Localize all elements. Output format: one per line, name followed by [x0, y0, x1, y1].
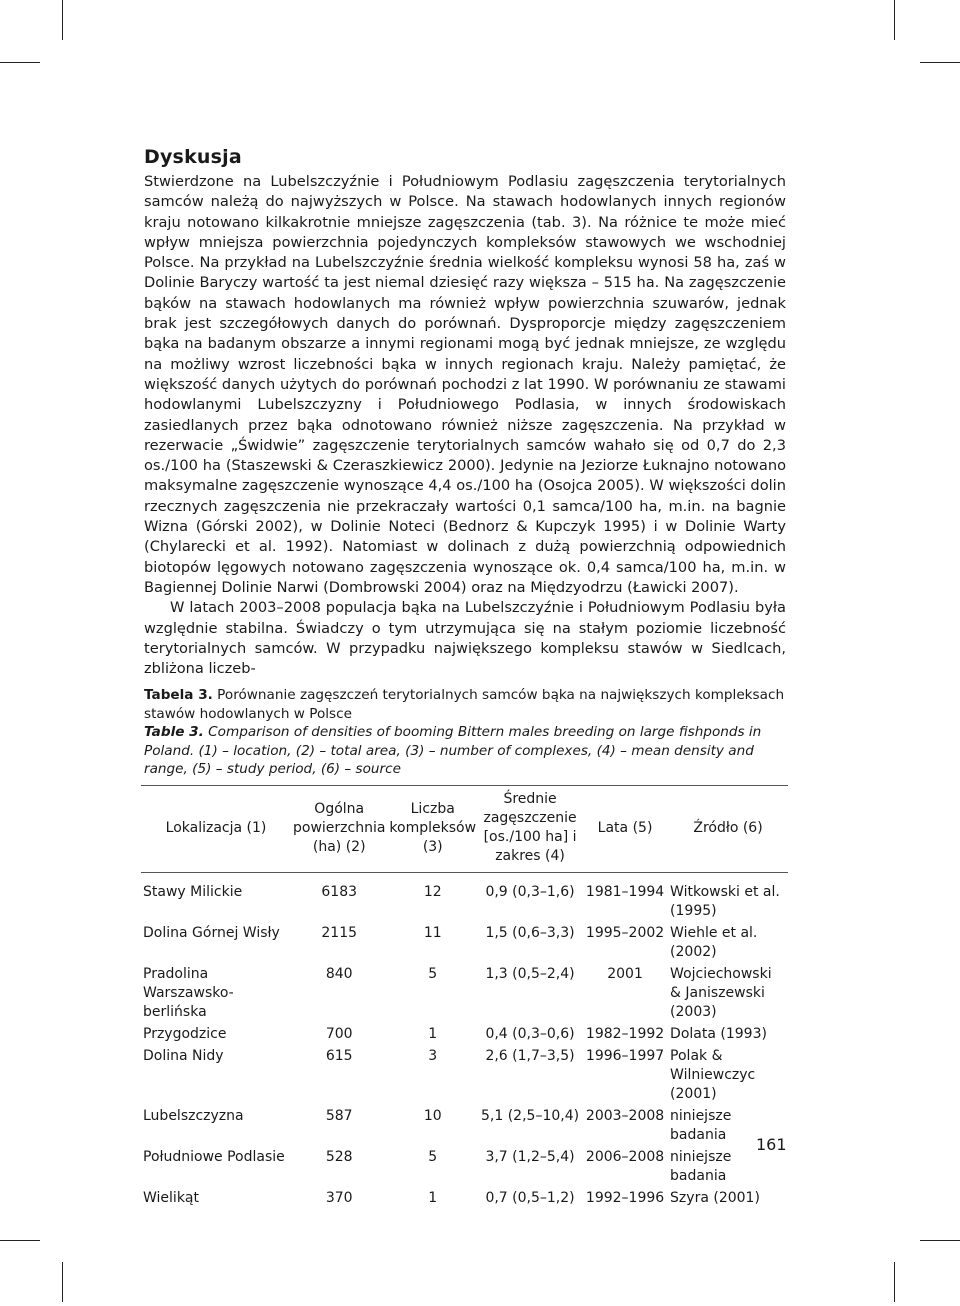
cell-complexes: 5 [428, 965, 438, 982]
section-title: Dyskusja [144, 146, 242, 168]
cell-density: 5,1 (2,5–10,4) [481, 1107, 580, 1124]
cell-source: Dolata (1993) [670, 1025, 767, 1042]
crop-mark-top-right [894, 0, 895, 40]
table-row [141, 883, 788, 924]
cell-location: Dolina Górnej Wisły [143, 924, 280, 941]
cell-source: Polak & Wilniewczyc (2001) [670, 1047, 756, 1102]
cell-area: 615 [325, 1047, 353, 1064]
crop-mark-bottom-right [894, 1262, 895, 1302]
cell-density: 1,5 (0,6–3,3) [485, 924, 575, 941]
cell-complexes: 1 [428, 1025, 438, 1042]
caption-pl-text: Porównanie zagęszczeń terytorialnych samców bąka na największych kompleksach stawów hodowlanych w Polsce [144, 687, 785, 722]
cell-density: 0,4 (0,3–0,6) [485, 1025, 575, 1042]
discussion-section [144, 146, 786, 679]
table-header-row [141, 786, 788, 873]
cell-complexes: 10 [423, 1107, 442, 1124]
crop-mark-bottom-left [62, 1262, 63, 1302]
cell-complexes: 1 [428, 1189, 438, 1206]
cell-location: Dolina Nidy [143, 1047, 224, 1064]
caption-pl-label: Tabela 3. [144, 687, 213, 703]
caption-en-label: Table 3. [144, 724, 204, 740]
table-row [141, 1189, 788, 1211]
header-density: Średnie zagęszczenie [os./100 ha] i zakres (4) [478, 786, 582, 873]
cell-years: 1995–2002 [585, 924, 665, 941]
density-table [141, 785, 788, 1211]
header-source: Źródło (6) [668, 786, 788, 873]
cell-years: 1982–1992 [585, 1025, 665, 1042]
header-location: Lokalizacja (1) [141, 786, 291, 873]
cell-complexes: 11 [423, 924, 442, 941]
cell-years: 1996–1997 [585, 1047, 665, 1064]
cell-complexes: 3 [428, 1047, 438, 1064]
cell-area: 700 [325, 1025, 353, 1042]
header-area: Ogólna powierzchnia (ha) (2) [291, 786, 387, 873]
header-years: Lata (5) [582, 786, 668, 873]
crop-mark-right-top [920, 62, 960, 63]
cell-years: 1992–1996 [585, 1189, 665, 1206]
cell-density: 2,6 (1,7–3,5) [485, 1047, 575, 1064]
header-complexes: Liczba kompleksów (3) [387, 786, 478, 873]
cell-source: Wojciechowski & Janiszewski (2003) [670, 965, 772, 1020]
cell-source: Szyra (2001) [670, 1189, 760, 1206]
cell-area: 840 [325, 965, 353, 982]
cell-complexes: 5 [428, 1148, 438, 1165]
table-row [141, 1047, 788, 1107]
page-number: 161 [756, 1135, 787, 1154]
caption-polish [144, 686, 788, 723]
cell-location: Stawy Milickie [143, 883, 243, 900]
caption-en-text: Comparison of densities of booming Bittern males breeding on large fishponds in Poland. (1) – location, (2) – total area, (3) – number of complexes, (4) – mean density and range, (5) – study period, (6) – source [144, 724, 762, 777]
table-row [141, 965, 788, 1025]
table-caption [144, 686, 788, 779]
table-row [141, 1025, 788, 1047]
table-row [141, 1107, 788, 1148]
crop-mark-right-bottom [920, 1240, 960, 1241]
cell-years: 1981–1994 [585, 883, 665, 900]
caption-english [144, 723, 788, 779]
crop-mark-left-top [0, 62, 40, 63]
table-row [141, 1148, 788, 1189]
cell-area: 6183 [321, 883, 358, 900]
cell-source: Witkowski et al. (1995) [670, 883, 780, 919]
table-row [141, 873, 788, 883]
cell-density: 0,7 (0,5–1,2) [485, 1189, 575, 1206]
cell-density: 3,7 (1,2–5,4) [485, 1148, 575, 1165]
crop-mark-left-bottom [0, 1240, 40, 1241]
table-row [141, 924, 788, 965]
cell-location: Wielikąt [143, 1189, 199, 1206]
cell-years: 2001 [607, 965, 643, 982]
discussion-paragraph: Stwierdzone na Lubelszczyźnie i Południowym Podlasiu zagęszczenia terytorialnych samców należą do najwyższych w Polsce. Na stawach hodowlanych innych regionów kraju notowano kilkakrotnie mniejsze zagęszczenia (tab. 3). Na różnice te może mieć wpływ mniejsza powierzchnia pojedynczych kompleksów stawowych we wschodniej Polsce. Na przykład na Lubelszczyźnie średnia wielkość kompleksu wynosi 58 ha, zaś w Dolinie Baryczy wartość ta jest niemal dziesięć razy większa – 515 ha. Na zagęszczenie bąków na stawach hodowlanych ma również wpływ powierzchnia szuwarów, jednak brak jest szczegółowych danych do porównań. Dysproporcje między zagęszczeniem bąka na badanym obszarze a innymi regionami mogą być jednak mniejsze, ze względu na możliwy wzrost liczebności bąka w innych regionach kraju. Należy pamiętać, że większość danych użytych do porównań pochodzi z lat 1990. W porównaniu ze stawami hodowlanymi Lubelszczyzny i Południowego Podlasia, w innych środowiskach zasiedlanych przez bąka odnotowano również niższe zagęszczenia. Na przykład w rezerwacie „Świdwie” zagęszczenie terytorialnych samców wahało się od 0,7 do 2,3 os./100 ha (Staszewski & Czeraszkiewicz 2000). Jedynie na Jeziorze Łuknajno notowano maksymalne zagęszczenie wynoszące 4,4 os./100 ha (Osojca 2005). W większości dolin rzecznych zagęszczenia nie przekraczały wartości 0,1 samca/100 ha, m.in. na bagnie Wizna (Górski 2002), w Dolinie Noteci (Bednorz & Kupczyk 1995) i w Dolinie Warty (Chylarecki et al. 1992). Natomiast w dolinach z dużą powierzchnią odpowiednich biotopów lęgowych notowano zagęszczenia wynoszące ok. 0,4 samca/100 ha, m.in. w Bagiennej Dolinie Narwi (Dombrowski 2004) oraz na Międzyodrzu (Ławicki 2007). [144, 173, 786, 596]
cell-area: 587 [325, 1107, 353, 1124]
crop-mark-top-left [62, 0, 63, 40]
discussion-paragraph: W latach 2003–2008 populacja bąka na Lubelszczyźnie i Południowym Podlasiu była względnie stabilna. Świadczy o tym utrzymująca się na stałym poziomie liczebność terytorialnych samców. W przypadku największego kompleksu stawów w Siedlcach, zbliżona liczeb- [144, 599, 786, 678]
cell-source: niniejsze badania [670, 1107, 732, 1143]
cell-location: Lubelszczyzna [143, 1107, 244, 1124]
cell-source: Wiehle et al. (2002) [670, 924, 758, 960]
cell-area: 2115 [321, 924, 358, 941]
cell-years: 2003–2008 [585, 1107, 665, 1124]
cell-location: Przygodzice [143, 1025, 227, 1042]
cell-location: Pradolina Warszawsko-berlińska [143, 965, 234, 1020]
cell-area: 528 [325, 1148, 353, 1165]
cell-location: Południowe Podlasie [143, 1148, 285, 1165]
cell-complexes: 12 [423, 883, 442, 900]
cell-source: niniejsze badania [670, 1148, 732, 1184]
cell-area: 370 [325, 1189, 353, 1206]
cell-density: 1,3 (0,5–2,4) [485, 965, 575, 982]
cell-years: 2006–2008 [585, 1148, 665, 1165]
cell-density: 0,9 (0,3–1,6) [485, 883, 575, 900]
